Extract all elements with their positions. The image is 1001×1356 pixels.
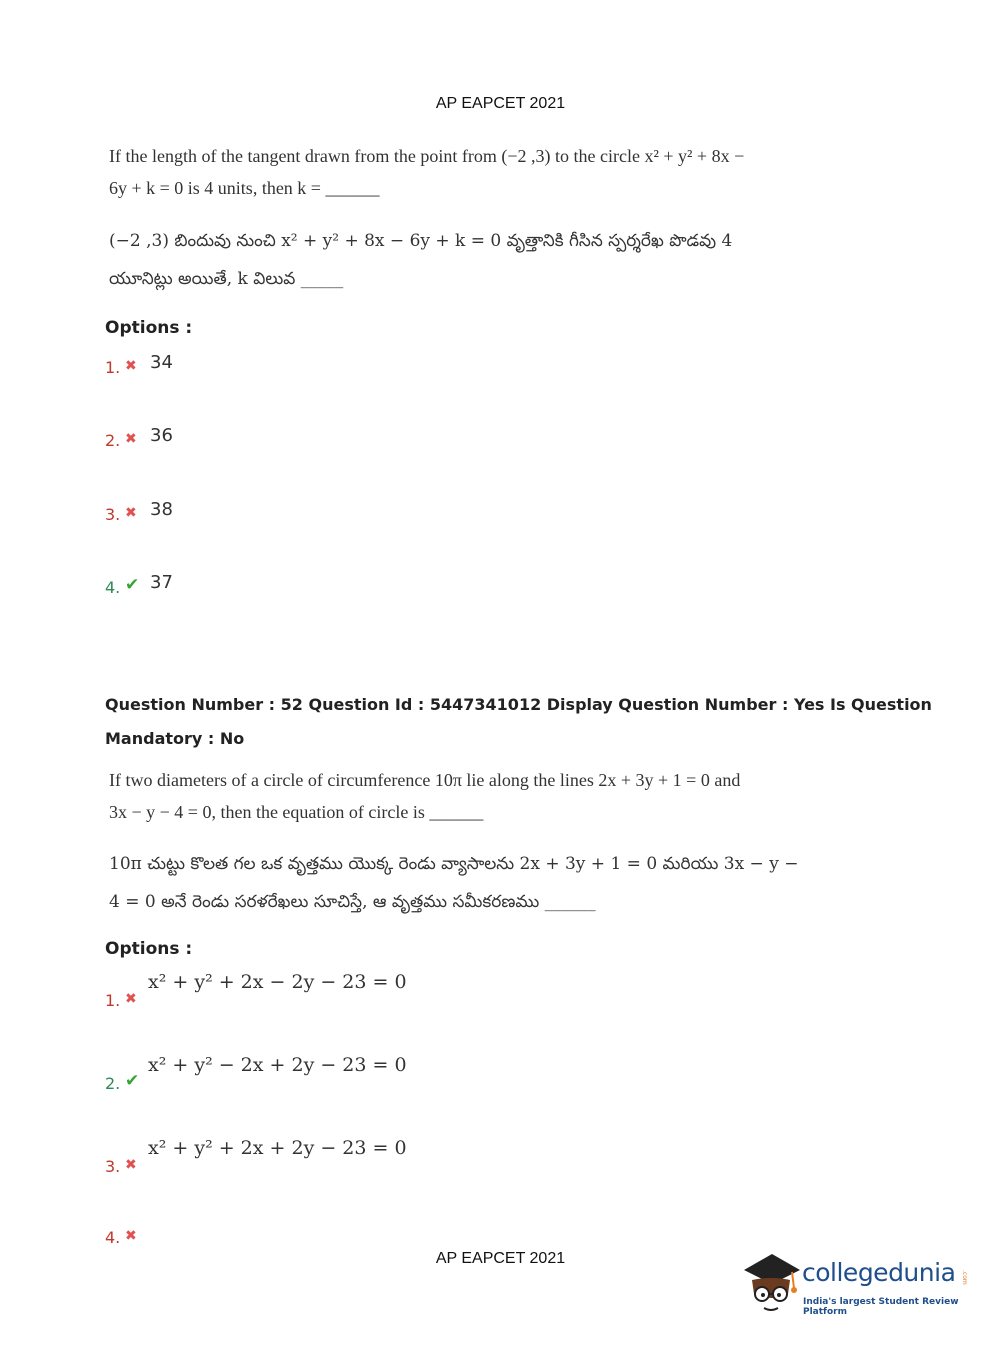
option-number: 3.	[105, 505, 121, 524]
option-value: 36	[150, 425, 173, 446]
question-51-telugu-line-1: (−2 ,3) బిందువు నుంచి x² + y² + 8x − 6y + k = 0 వృత్తానికి గీసిన స్పర్శరేఖ పొడవు 4	[109, 231, 733, 251]
check-icon: ✔	[125, 575, 140, 595]
question-51-telugu	[109, 222, 732, 298]
question-52-telugu	[109, 845, 798, 921]
question-52-options-label: Options :	[105, 939, 193, 959]
cross-icon: ✖	[125, 431, 137, 447]
question-52-english-line-1: If two diameters of a circle of circumference 10π lie along the lines 2x + 3y + 1 = 0 and	[109, 770, 741, 790]
collegedunia-logo	[742, 1248, 972, 1318]
page-header-title: AP EAPCET 2021	[435, 95, 566, 112]
option-number: 2.	[105, 1074, 121, 1093]
cross-icon: ✖	[125, 505, 137, 521]
check-icon: ✔	[125, 1071, 140, 1091]
option-value: x² + y² − 2x + 2y − 23 = 0	[148, 1054, 407, 1076]
question-52-metadata-line-1: Question Number : 52 Question Id : 5447341012 Display Question Number : Yes Is Question	[105, 695, 932, 714]
cross-icon: ✖	[125, 1157, 137, 1173]
cross-icon: ✖	[125, 991, 137, 1007]
question-51-telugu-line-2: యూనిట్లు అయితే, k విలువ _____	[109, 269, 344, 289]
page-footer-title: AP EAPCET 2021	[435, 1250, 566, 1267]
option-value: x² + y² + 2x − 2y − 23 = 0	[148, 971, 407, 993]
question-52-metadata-line-2: Mandatory : No	[105, 729, 245, 748]
option-value: 38	[150, 499, 173, 520]
graduate-mascot-icon	[742, 1248, 802, 1318]
question-51-options-label: Options :	[105, 318, 193, 338]
logo-domain: .com	[961, 1270, 968, 1285]
logo-wordmark: collegedunia	[802, 1258, 956, 1287]
option-number: 1.	[105, 991, 121, 1010]
option-value: 34	[150, 352, 173, 373]
logo-tagline: India's largest Student Review Platform	[803, 1297, 959, 1317]
question-52-telugu-line-1: 10π చుట్టు కొలత గల ఒక వృత్తము యొక్క రెండు వ్యాసాలను 2x + 3y + 1 = 0 మరియు 3x − y −	[109, 854, 799, 874]
option-number: 2.	[105, 431, 121, 450]
question-52-telugu-line-2: 4 = 0 అనే రెండు సరళరేఖలు సూచిస్తే, ఆ వృత్తము సమీకరణము ______	[109, 892, 596, 912]
option-number: 1.	[105, 358, 121, 377]
cross-icon: ✖	[125, 1228, 137, 1244]
cross-icon: ✖	[125, 358, 137, 374]
option-number: 4.	[105, 578, 121, 597]
question-51-english-line-2: 6y + k = 0 is 4 units, then k = ______	[109, 178, 380, 198]
option-number: 3.	[105, 1157, 121, 1176]
option-number: 4.	[105, 1228, 121, 1247]
question-51-english-line-1: If the length of the tangent drawn from the point from (−2 ,3) to the circle x² + y² + 8x −	[109, 146, 745, 166]
question-52-english	[109, 764, 740, 828]
question-52-english-line-2: 3x − y − 4 = 0, then the equation of circle is ______	[109, 802, 484, 822]
option-value: 37	[150, 572, 173, 593]
option-value: x² + y² + 2x + 2y − 23 = 0	[148, 1137, 407, 1159]
question-51-english	[109, 140, 744, 204]
question-52-metadata	[105, 688, 932, 756]
